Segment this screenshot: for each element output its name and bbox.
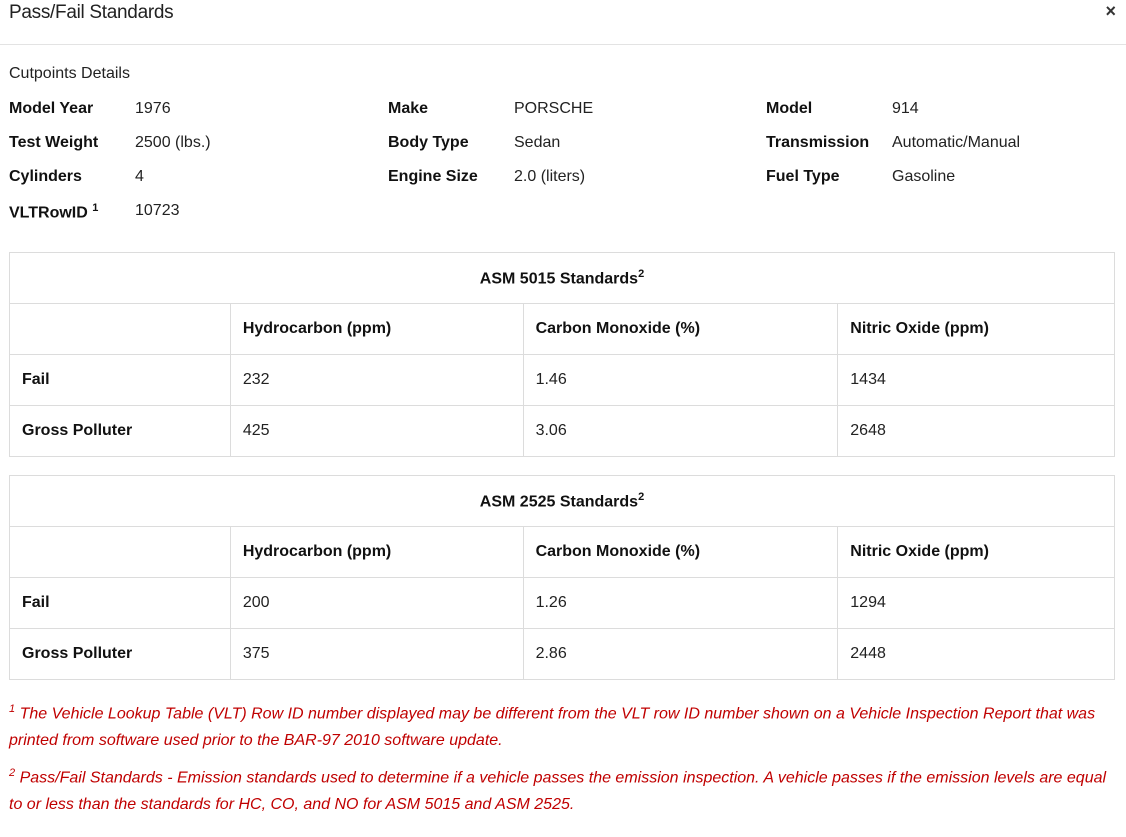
table-caption-row: [10, 476, 1115, 527]
table-row: [10, 578, 1115, 629]
hydrocarbon-value: 200: [230, 578, 523, 629]
row-label: Gross Polluter: [10, 406, 231, 457]
table-row: [10, 355, 1115, 406]
cylinders-label: Cylinders: [9, 168, 82, 185]
asm2525-title-text: ASM 2525 Standards: [479, 493, 639, 511]
row-label: Fail: [10, 355, 231, 406]
carbon-monoxide-value: 3.06: [523, 406, 838, 457]
make-value: PORSCHE: [514, 100, 594, 117]
asm2525-table: [9, 475, 1115, 680]
cylinders-value: 4: [135, 168, 144, 185]
footnote-2-marker: 2: [9, 767, 16, 779]
carbon-monoxide-header: Carbon Monoxide (%): [523, 527, 838, 578]
footnote-1-text: The Vehicle Lookup Table (VLT) Row ID number displayed may be different from the VLT row ID number shown on a Vehicle Inspection Report that was printed from software used prior to the BAR-97 2010 software update.: [9, 705, 1096, 750]
details-row: [9, 100, 1119, 134]
hydrocarbon-value: 425: [230, 406, 523, 457]
cutpoints-details: [9, 100, 1119, 236]
footnote-2-text: Pass/Fail Standards - Emission standards used to determine if a vehicle passes the emission inspection. A vehicle passes if the emission levels are equal to or less than the standards for HC, CO, and NO for ASM 5015 and ASM 2525.: [9, 769, 1107, 814]
details-row: [9, 202, 1119, 236]
details-row: [9, 168, 1119, 202]
make-label: Make: [388, 100, 429, 117]
modal-title: Pass/Fail Standards: [9, 2, 174, 23]
footnote-ref-1: 1: [92, 202, 99, 214]
modal-header: [0, 0, 1126, 45]
footnote-2: [9, 760, 1119, 818]
hydrocarbon-header: Hydrocarbon (ppm): [230, 527, 523, 578]
model-value: 914: [892, 100, 919, 117]
engine-size-value: 2.0 (liters): [514, 168, 586, 185]
table-row: [10, 629, 1115, 680]
asm5015-title: [10, 253, 1115, 304]
hydrocarbon-value: 232: [230, 355, 523, 406]
test-weight-label: Test Weight: [9, 134, 99, 151]
empty-header-cell: [10, 304, 231, 355]
table-header-row: [10, 304, 1115, 355]
footnote-1: [9, 696, 1119, 754]
empty-header-cell: [10, 527, 231, 578]
close-icon[interactable]: ×: [1105, 1, 1116, 21]
row-label: Gross Polluter: [10, 629, 231, 680]
model-year-value: 1976: [135, 100, 171, 117]
vlt-row-id-label: [9, 202, 98, 222]
footnote-ref-2: 2: [638, 267, 645, 280]
vlt-row-id-label-text: VLTRowID: [9, 204, 88, 222]
body-type-value: Sedan: [514, 134, 561, 151]
engine-size-label: Engine Size: [388, 168, 478, 185]
table-header-row: [10, 527, 1115, 578]
nitric-oxide-value: 2448: [838, 629, 1115, 680]
hydrocarbon-value: 375: [230, 629, 523, 680]
nitric-oxide-header: Nitric Oxide (ppm): [838, 527, 1115, 578]
footnote-1-marker: 1: [9, 703, 16, 715]
cutpoints-title: Cutpoints Details: [9, 65, 130, 82]
nitric-oxide-value: 2648: [838, 406, 1115, 457]
nitric-oxide-value: 1294: [838, 578, 1115, 629]
footnote-ref-2: 2: [638, 490, 645, 503]
table-row: [10, 406, 1115, 457]
asm5015-title-text: ASM 5015 Standards: [479, 270, 639, 288]
transmission-value: Automatic/Manual: [892, 134, 1021, 151]
nitric-oxide-header: Nitric Oxide (ppm): [838, 304, 1115, 355]
row-label: Fail: [10, 578, 231, 629]
nitric-oxide-value: 1434: [838, 355, 1115, 406]
fuel-type-label: Fuel Type: [766, 168, 840, 185]
body-type-label: Body Type: [388, 134, 469, 151]
model-year-label: Model Year: [9, 100, 94, 117]
table-caption-row: [10, 253, 1115, 304]
vlt-row-id-value: 10723: [135, 202, 180, 219]
hydrocarbon-header: Hydrocarbon (ppm): [230, 304, 523, 355]
carbon-monoxide-value: 2.86: [523, 629, 838, 680]
fuel-type-value: Gasoline: [892, 168, 956, 185]
asm2525-title: [10, 476, 1115, 527]
carbon-monoxide-value: 1.26: [523, 578, 838, 629]
model-label: Model: [766, 100, 813, 117]
test-weight-value: 2500 (lbs.): [135, 134, 211, 151]
carbon-monoxide-header: Carbon Monoxide (%): [523, 304, 838, 355]
asm5015-table: [9, 252, 1115, 457]
transmission-label: Transmission: [766, 134, 870, 151]
details-row: [9, 134, 1119, 168]
carbon-monoxide-value: 1.46: [523, 355, 838, 406]
